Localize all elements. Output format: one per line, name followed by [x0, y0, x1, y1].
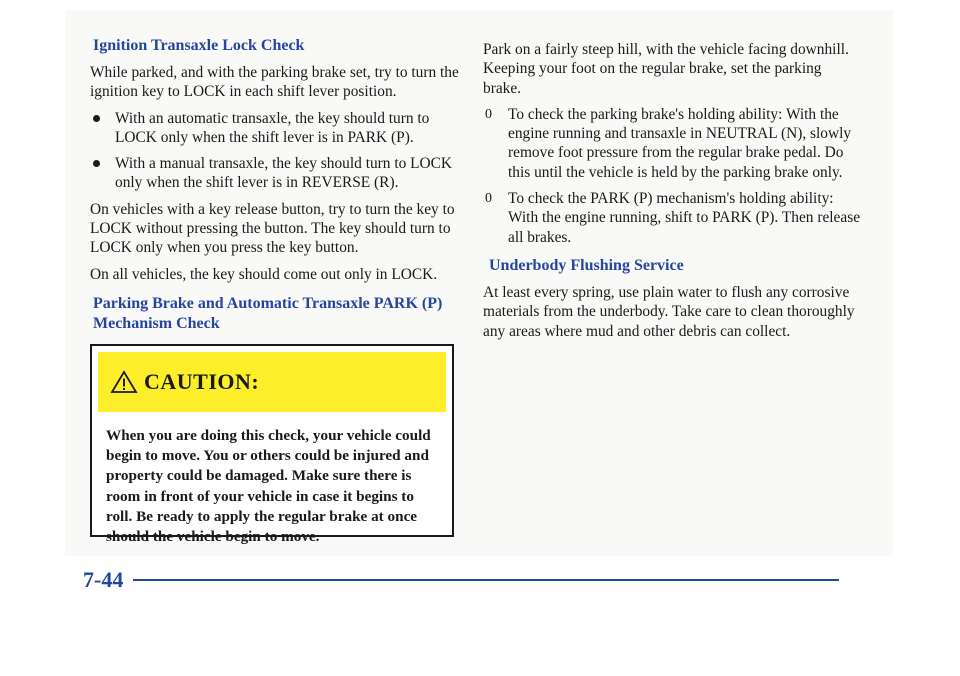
brake-check-steps-list — [483, 105, 861, 247]
list-item — [483, 189, 861, 247]
paragraph-key-release: On vehicles with a key release button, try to turn the key to LOCK without pressing the button. The key should turn to LOCK only when you press the key button. — [90, 200, 455, 257]
list-item-text: To check the parking brake's holding ability: With the engine running and transaxle in NEUTRAL (N), slowly remove foot pressure from the regular brake pedal. Do this until the vehicle is held by the parking brake only. — [508, 105, 852, 181]
paragraph-underbody: At least every spring, use plain water to flush any corrosive materials from the underbody. Take care to clean thoroughly any areas where mud and other debris can collect. — [483, 283, 855, 340]
bullet-icon — [93, 115, 100, 122]
paragraph-key-out-lock: On all vehicles, the key should come out only in LOCK. — [90, 265, 438, 283]
heading-ignition-lock-check: Ignition Transaxle Lock Check — [93, 37, 305, 54]
list-item — [90, 154, 462, 193]
heading-underbody-flushing: Underbody Flushing Service — [489, 256, 684, 274]
caution-header — [98, 352, 446, 412]
heading-parking-brake-check: Parking Brake and Automatic Transaxle PARK (P) Mechanism Check — [93, 294, 443, 332]
transaxle-bullet-list — [90, 109, 462, 193]
left-column — [90, 36, 462, 545]
caution-title: CAUTION: — [144, 368, 260, 394]
caution-text: When you are doing this check, your vehicle could begin to move. You or others could be injured and property could be damaged. Make sure there is room in front of your vehicle in case it begins to roll. Be ready to apply the regular brake at once should the vehicle begin to move. — [106, 426, 431, 545]
page-footer — [83, 568, 839, 592]
paragraph-ignition-intro: While parked, and with the parking brake set, try to turn the ignition key to LOCK in each shift lever position. — [90, 64, 459, 101]
page-number: 7-44 — [83, 567, 124, 592]
list-item-text: With a manual transaxle, the key should turn to LOCK only when the shift lever is in REVERSE (R). — [115, 155, 453, 192]
footer-rule — [133, 579, 839, 581]
list-item — [483, 105, 861, 182]
paragraph-park-on-hill: Park on a fairly steep hill, with the vehicle facing downhill. Keeping your foot on the regular brake, set the parking brake. — [483, 41, 849, 97]
list-item — [90, 109, 462, 148]
caution-box — [90, 344, 454, 545]
list-marker: 0 — [485, 106, 492, 122]
warning-triangle-icon — [110, 370, 138, 394]
list-item-text: To check the PARK (P) mechanism's holding ability: With the engine running, shift to PARK (P). Then release all brakes. — [508, 190, 861, 246]
list-marker: 0 — [485, 191, 492, 207]
list-item-text: With an automatic transaxle, the key should turn to LOCK only when the shift lever is in PARK (P). — [115, 109, 430, 146]
right-column — [483, 40, 861, 348]
bullet-icon — [93, 160, 100, 167]
